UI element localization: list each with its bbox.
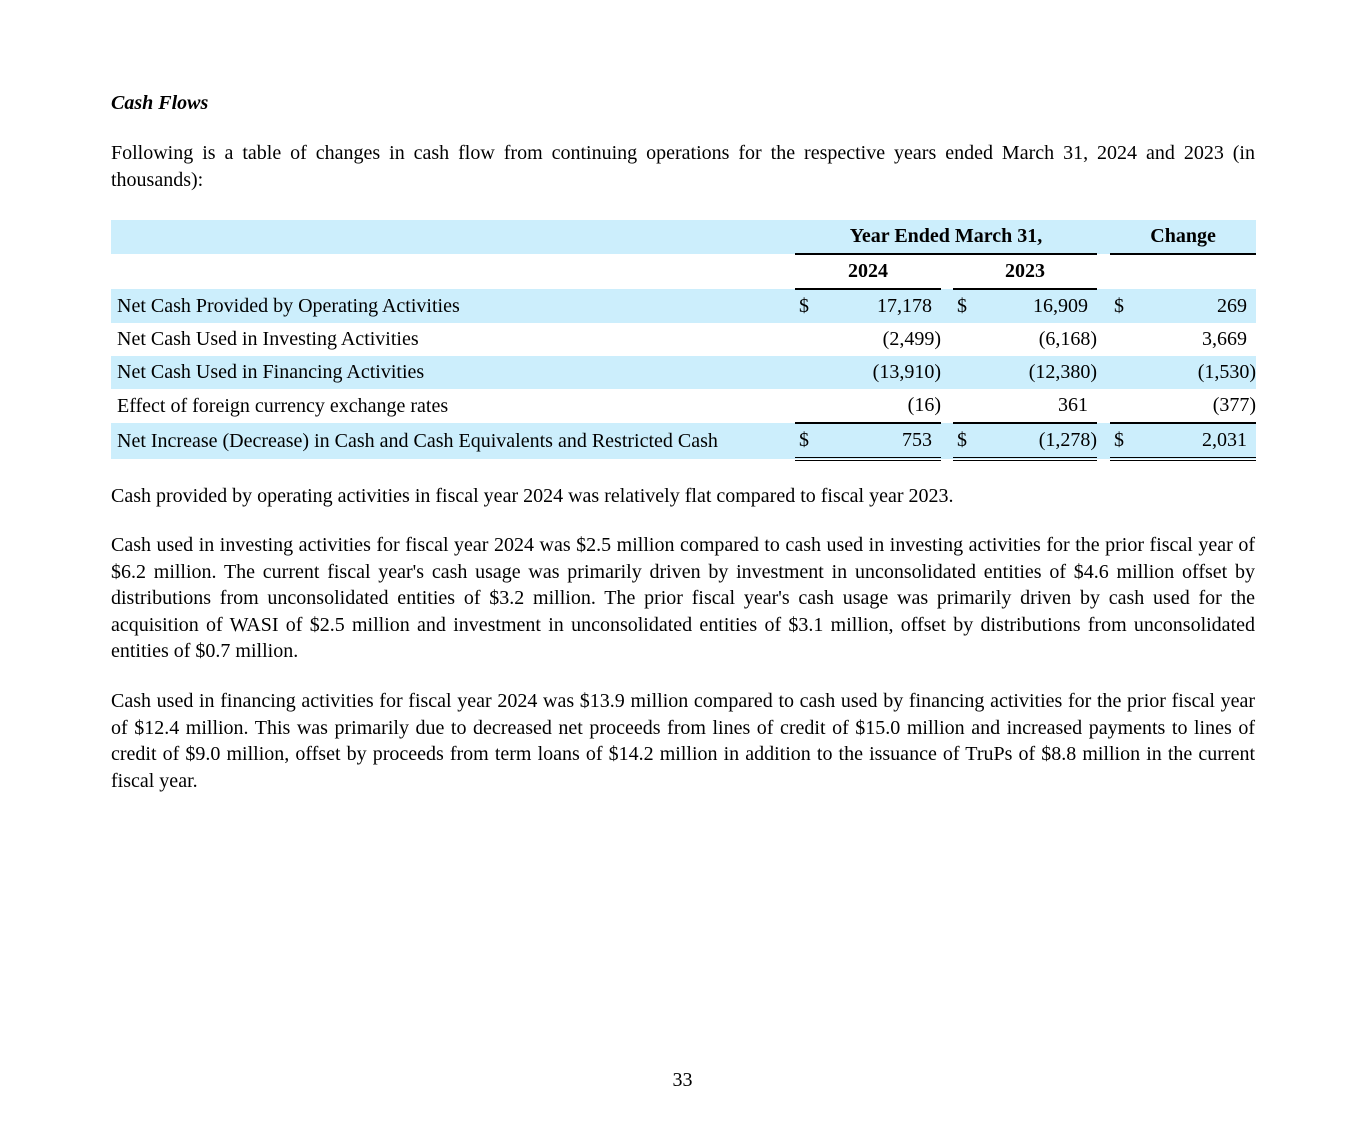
value-2023: (1,278) [976, 423, 1097, 459]
value-2024: 17,178 [818, 289, 941, 323]
value-2023: (12,380) [976, 356, 1097, 389]
paragraph-investing: Cash used in investing activities for fiscal year 2024 was $2.5 million compared to cash used in investing activities for the prior fiscal year of $6.2 million. The current fiscal year's cash usage was primarily driven by investment in unconsolidated entities of $4.6 million offset by distributions from unconsolidated entities of $3.2 million. The prior fiscal year's cash usage was primarily driven by cash used for the acquisition of WASI of $2.5 million and investment in unconsolidated entities of $3.1 million, offset by distributions from unconsolidated entities of $0.7 million. [111, 534, 1255, 662]
table-row [111, 356, 1256, 389]
dollar-sign [953, 389, 976, 423]
value-2024: (16) [818, 389, 941, 423]
value-change: 269 [1133, 289, 1256, 323]
cash-flow-table [111, 220, 1256, 461]
dollar-sign [1110, 323, 1133, 356]
value-2023: 16,909 [976, 289, 1097, 323]
dollar-sign [795, 389, 818, 423]
dollar-sign: $ [953, 423, 976, 459]
dollar-sign [795, 323, 818, 356]
value-2024: 753 [818, 423, 941, 459]
table-row [111, 389, 1256, 423]
table-row [111, 289, 1256, 323]
header-year-1: 2024 [795, 254, 941, 289]
header-year-2: 2023 [953, 254, 1097, 289]
header-year-group: Year Ended March 31, [795, 220, 1097, 254]
paragraph-financing: Cash used in financing activities for fiscal year 2024 was $13.9 million compared to cash used by financing activities for the prior fiscal year of $12.4 million. This was primarily due to decreased net proceeds from lines of credit of $15.0 million and increased payments to lines of credit of $9.0 million, offset by proceeds from term loans of $14.2 million in addition to the issuance of TruPs of $8.8 million in the current fiscal year. [111, 690, 1255, 792]
page-number: 33 [672, 1069, 693, 1091]
dollar-sign: $ [795, 423, 818, 459]
row-label: Net Increase (Decrease) in Cash and Cash Equivalents and Restricted Cash [111, 423, 795, 459]
dollar-sign [953, 356, 976, 389]
table-row [111, 323, 1256, 356]
row-label: Net Cash Used in Financing Activities [111, 356, 795, 389]
table-header-row [111, 220, 1256, 254]
dollar-sign [1110, 356, 1133, 389]
value-change: 3,669 [1202, 328, 1248, 350]
intro-paragraph: Following is a table of changes in cash flow from continuing operations for the respective years ended March 31, 2024 and 2023 (in thousands): [111, 142, 1255, 191]
row-label: Net Cash Provided by Operating Activities [111, 289, 795, 323]
value-change: 2,031 [1133, 423, 1256, 459]
header-change: Change [1110, 220, 1256, 254]
value-2023: (6,168) [1038, 328, 1098, 350]
dollar-sign: $ [1110, 423, 1133, 459]
row-label: Effect of foreign currency exchange rates [117, 394, 449, 417]
section-title: Cash Flows [111, 92, 209, 114]
paragraph-operating: Cash provided by operating activities in fiscal year 2024 was relatively flat compared to fiscal year 2023. [111, 485, 954, 507]
table-year-row [111, 254, 1256, 289]
value-2023: 361 [976, 389, 1097, 423]
dollar-sign [1110, 389, 1133, 423]
dollar-sign: $ [953, 289, 976, 323]
row-label: Net Cash Used in Investing Activities [117, 328, 419, 350]
dollar-sign [795, 356, 818, 389]
value-change: (377) [1133, 389, 1256, 423]
value-2024: (13,910) [818, 356, 941, 389]
dollar-sign: $ [1110, 289, 1133, 323]
table-total-row [111, 423, 1256, 459]
dollar-sign [953, 323, 976, 356]
value-2024: (2,499) [882, 328, 941, 350]
value-change: (1,530) [1133, 356, 1256, 389]
dollar-sign: $ [795, 289, 818, 323]
